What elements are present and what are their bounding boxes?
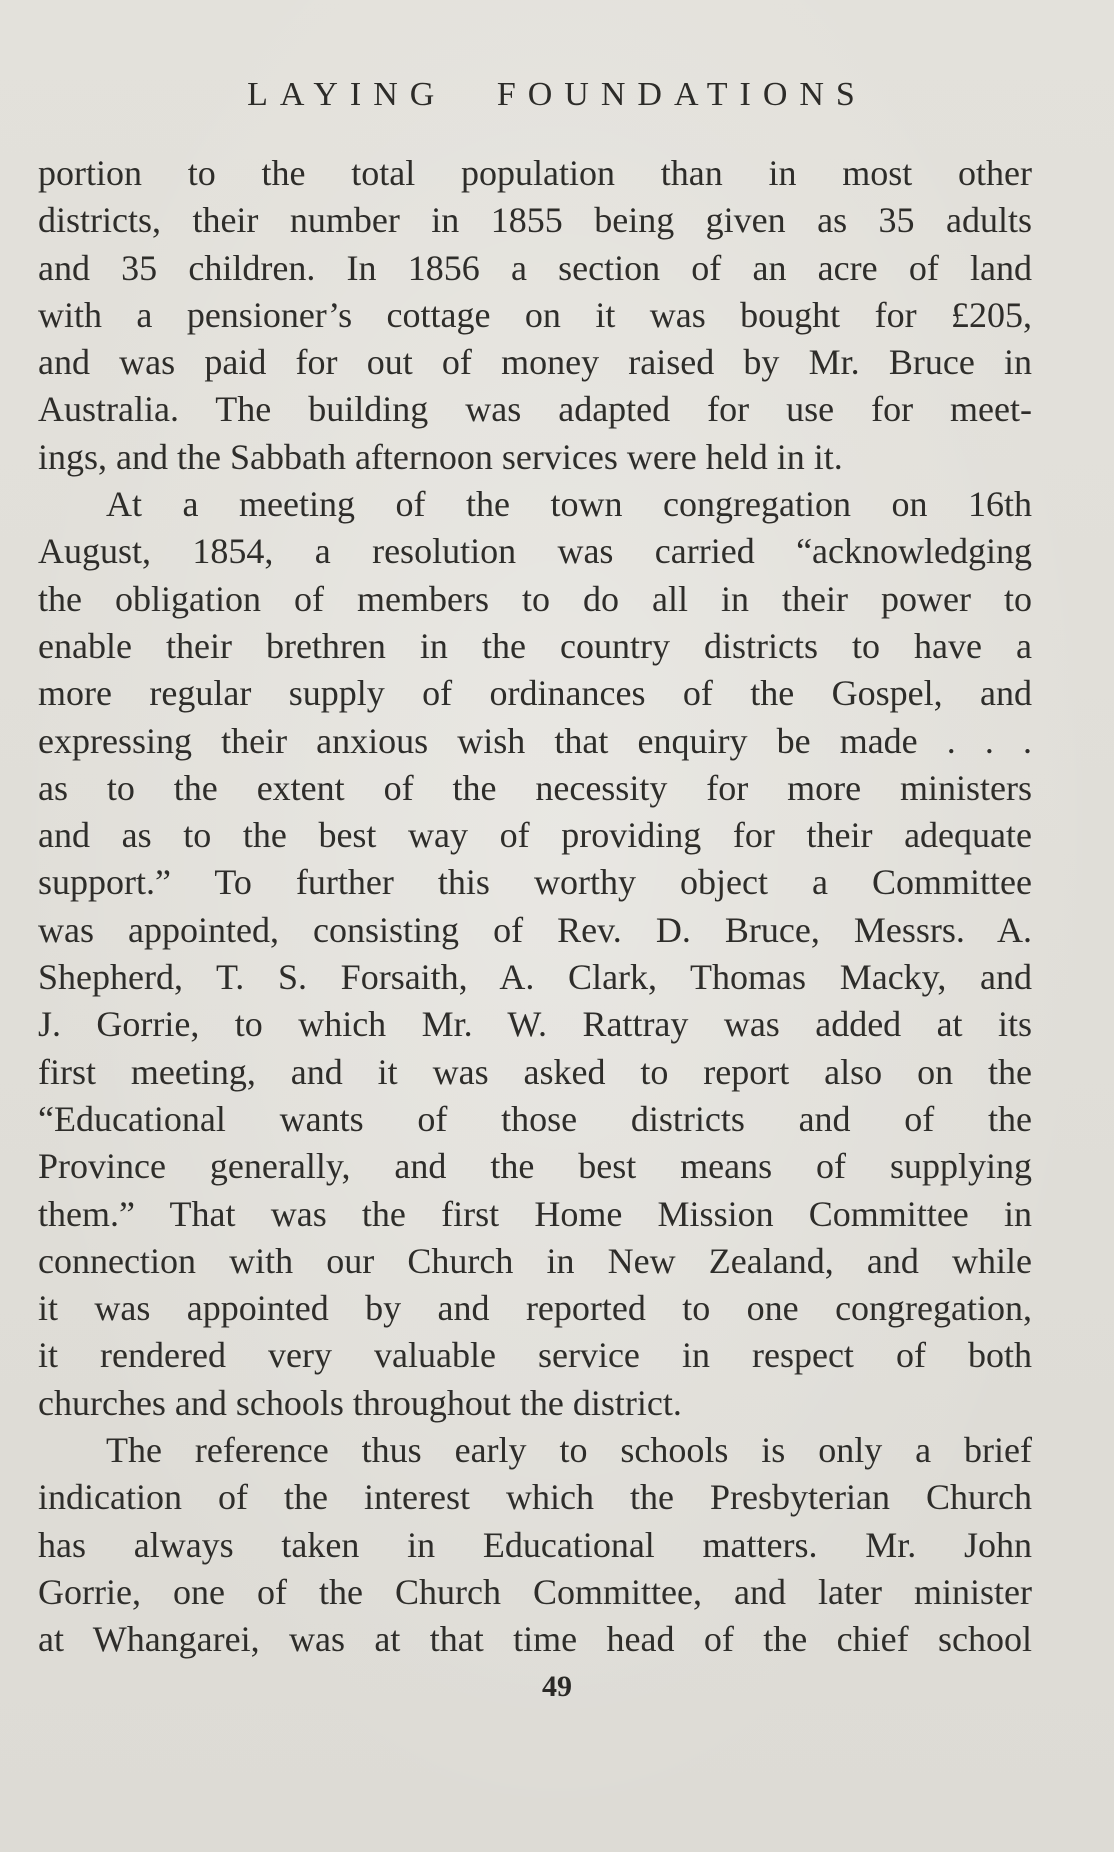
text-line: was appointed, consisting of Rev. D. Bruce, Messrs. A. (38, 909, 1032, 950)
text-line: it was appointed by and reported to one congregation, (38, 1288, 1032, 1329)
text-line: indication of the interest which the Presbyterian Church (38, 1477, 1032, 1518)
text-line: enable their brethren in the country districts to have a (38, 625, 1032, 666)
text-line: ings, and the Sabbath afternoon services were held in it. (38, 436, 843, 477)
text-line: J. Gorrie, to which Mr. W. Rattray was added at its (38, 1004, 1032, 1045)
page-number: 49 (542, 1670, 572, 1703)
text-line: Gorrie, one of the Church Committee, and later minister (38, 1571, 1032, 1612)
text-line: as to the extent of the necessity for more ministers (38, 767, 1032, 808)
text-line: expressing their anxious wish that enquiry be made . . . (38, 720, 1032, 761)
text-line: and as to the best way of providing for their adequate (38, 815, 1032, 856)
paragraph-3 (38, 1427, 1032, 1663)
paragraph-2 (38, 481, 1032, 1427)
text-line: first meeting, and it was asked to report also on the (38, 1051, 1032, 1092)
text-line: the obligation of members to do all in their power to (38, 578, 1032, 619)
text-line: it rendered very valuable service in respect of both (38, 1335, 1032, 1376)
body-text (38, 150, 1032, 1664)
text-line: Australia. The building was adapted for use for meet- (38, 389, 1032, 430)
text-line: and was paid for out of money raised by Mr. Bruce in (38, 342, 1032, 383)
paragraph-1 (38, 150, 1032, 481)
text-line: them.” That was the first Home Mission Committee in (38, 1193, 1032, 1234)
text-line: and 35 children. In 1856 a section of an acre of land (38, 247, 1032, 288)
text-line: At a meeting of the town congregation on 16th (106, 484, 1032, 525)
text-line: portion to the total population than in most other (38, 153, 1032, 193)
text-line: with a pensioner’s cottage on it was bought for £205, (38, 294, 1032, 335)
text-line: “Educational wants of those districts and of the (38, 1098, 1032, 1139)
text-line: more regular supply of ordinances of the Gospel, and (38, 673, 1032, 714)
text-line: Shepherd, T. S. Forsaith, A. Clark, Thomas Macky, and (38, 957, 1032, 998)
text-line: connection with our Church in New Zealand, and while (38, 1240, 1032, 1281)
text-line: Province generally, and the best means of supplying (38, 1146, 1032, 1187)
text-line: districts, their number in 1855 being given as 35 adults (38, 200, 1032, 241)
running-head: LAYING FOUNDATIONS (247, 76, 867, 113)
text-line: August, 1854, a resolution was carried “acknowledging (38, 531, 1032, 572)
text-line: The reference thus early to schools is only a brief (106, 1430, 1032, 1471)
text-line: churches and schools throughout the district. (38, 1382, 682, 1423)
text-line: support.” To further this worthy object a Committee (38, 862, 1032, 903)
text-line: at Whangarei, was at that time head of the chief school (38, 1619, 1032, 1660)
text-line: has always taken in Educational matters. Mr. John (38, 1524, 1032, 1565)
